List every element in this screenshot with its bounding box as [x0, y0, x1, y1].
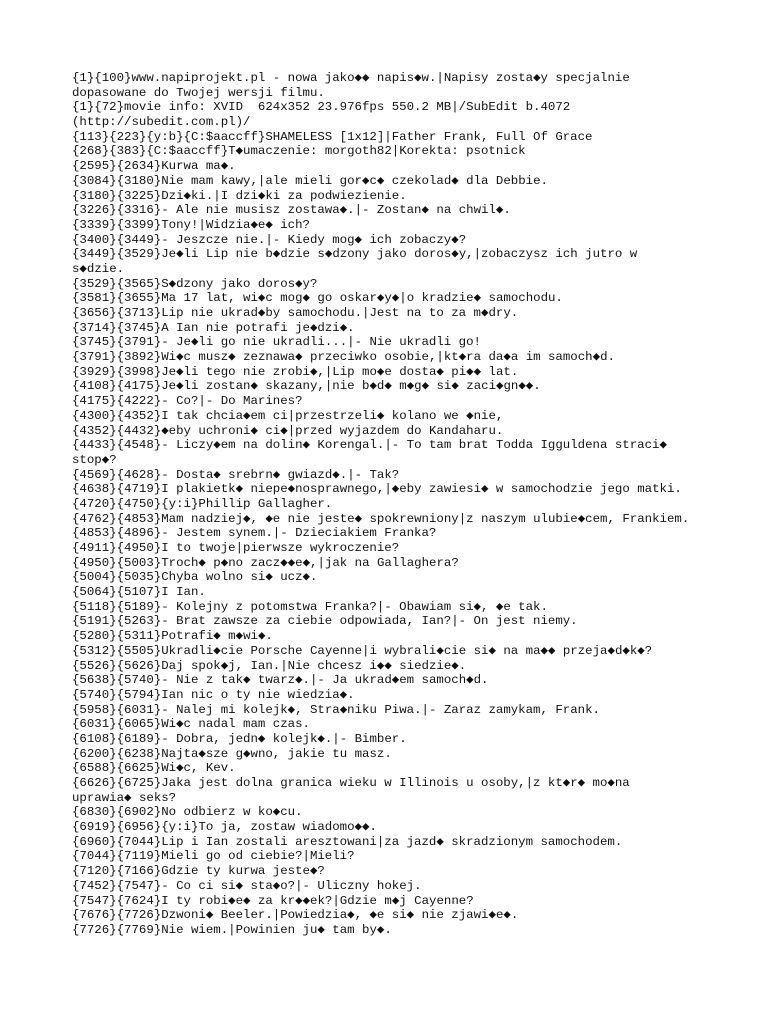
text-line: {5191}{5263}- Brat zawsze za ciebie odpowiada, Ian?|- On jest niemy.: [72, 614, 578, 629]
text-line: {6830}{6902}No odbierz w ko◆cu.: [72, 805, 303, 820]
text-line: {4853}{4896}- Jestem synem.|- Dzieciakiem Franka?: [72, 526, 437, 541]
text-line: stop◆?: [72, 452, 117, 467]
text-line: {4352}{4432}◆eby uchroni◆ ci◆|przed wyjazdem do Kandaharu.: [72, 423, 504, 438]
text-line: {3714}{3745}A Ian nie potrafi je◆dzi◆.: [72, 320, 355, 335]
text-line: {5638}{5740}- Nie z tak◆ twarz◆.|- Ja ukrad◆em samoch◆d.: [72, 673, 489, 688]
text-line: {6626}{6725}Jaka jest dolna granica wieku w Illinois u osoby,|z kt◆r◆ mo◆na: [72, 776, 630, 790]
text-line: {1}{72}movie info: XVID 624x352 23.976fps 550.2 MB|/SubEdit b.4072: [72, 100, 571, 115]
text-line: {6588}{6625}Wi◆c, Kev.: [72, 761, 236, 776]
text-line: {5958}{6031}- Nalej mi kolejk◆, Stra◆niku Piwa.|- Zaraz zamykam, Frank.: [72, 702, 600, 717]
text-line: {7547}{7624}I ty robi◆e◆ za kr◆◆ek?|Gdzie m◆j Cayenne?: [72, 893, 474, 908]
text-line: {268}{383}{C:$aaccff}T◆umaczenie: morgoth82|Korekta: psotnick: [72, 144, 526, 159]
text-line: uprawia◆ seks?: [72, 790, 177, 805]
text-line: {1}{100}www.napiprojekt.pl - nowa jako◆◆ napis◆w.|Napisy zosta◆y specjalnie: [72, 71, 630, 85]
text-line: {5280}{5311}Potrafi◆ m◆wi◆.: [72, 629, 273, 644]
text-line: {3449}{3529}Je◆li Lip nie b◆dzie s◆dzony jako doros◆y,|zobaczysz ich jutro w: [72, 247, 638, 262]
text-line: {6108}{6189}- Dobra, jedn◆ kolejk◆.|- Bimber.: [72, 731, 407, 746]
text-line: {3180}{3225}Dzi◆ki.|I dzi◆ki za podwiezienie.: [72, 188, 407, 203]
text-line: {3581}{3655}Ma 17 lat, wi◆c mog◆ go oskar◆y◆|o kradzie◆ samochodu.: [72, 291, 563, 306]
text-line: {4108}{4175}Je◆li zostan◆ skazany,|nie b◆d◆ m◆g◆ si◆ zaci◆gn◆◆.: [72, 379, 541, 394]
text-line: {6031}{6065}Wi◆c nadal mam czas.: [72, 717, 310, 732]
text-line: {7120}{7166}Gdzie ty kurwa jeste◆?: [72, 864, 325, 879]
text-line: {7676}{7726}Dzwoni◆ Beeler.|Powiedzia◆, ◆e si◆ nie zjawi◆e◆.: [72, 908, 519, 923]
text-line: {6919}{6956}{y:i}To ja, zostaw wiadomo◆◆.: [72, 820, 377, 835]
text-line: {3791}{3892}Wi◆c musz◆ zeznawa◆ przeciwko osobie,|kt◆ra da◆a im samoch◆d.: [72, 350, 615, 365]
text-line: {5118}{5189}- Kolejny z potomstwa Franka?|- Obawiam si◆, ◆e tak.: [72, 599, 548, 614]
text-line: {113}{223}{y:b}{C:$aaccff}SHAMELESS [1x12]|Father Frank, Full Of Grace: [72, 129, 593, 144]
text-line: {6960}{7044}Lip i Ian zostali aresztowani|za jazd◆ skradzionym samochodem.: [72, 834, 623, 849]
text-line: {4762}{4853}Mam nadziej◆, ◆e nie jeste◆ spokrewniony|z naszym ulubie◆cem, Frankiem.: [72, 511, 690, 526]
text-line: {5312}{5505}Ukradli◆cie Porsche Cayenne|i wybrali◆cie si◆ na ma◆◆ przeja◆d◆k◆?: [72, 643, 653, 658]
text-line: {3656}{3713}Lip nie ukrad◆by samochodu.|Jest na to za m◆dry.: [72, 306, 519, 320]
text-line: {3929}{3998}Je◆li tego nie zrobi◆,|Lip mo◆e dosta◆ pi◆◆ lat.: [72, 364, 519, 379]
text-line: {3400}{3449}- Jeszcze nie.|- Kiedy mog◆ ich zobaczy◆?: [72, 232, 467, 247]
text-line: {4638}{4719}I plakietk◆ niepe◆nosprawnego,|◆eby zawiesi◆ w samochodzie jego matki.: [72, 482, 682, 497]
text-line: {3529}{3565}S◆dzony jako doros◆y?: [72, 276, 318, 291]
text-line: {3226}{3316}- Ale nie musisz zostawa◆.|- Zostan◆ na chwil◆.: [72, 203, 511, 218]
text-line: {5740}{5794}Ian nic o ty nie wiedzia◆.: [72, 687, 355, 702]
text-line: {5526}{5626}Daj spok◆j, Ian.|Nie chcesz i◆◆ siedzie◆.: [72, 658, 467, 673]
text-line: {3745}{3791}- Je◆li go nie ukradli...|- Nie ukradli go!: [72, 335, 481, 350]
text-line: {6200}{6238}Najta◆sze g◆wno, jakie tu masz.: [72, 746, 392, 761]
text-line: {7044}{7119}Mieli go od ciebie?|Mieli?: [72, 849, 355, 864]
text-line: {4569}{4628}- Dosta◆ srebrn◆ gwiazd◆.|- Tak?: [72, 467, 400, 482]
text-line: {7452}{7547}- Co ci si◆ sta◆o?|- Uliczny hokej.: [72, 878, 422, 893]
text-line: {7726}{7769}Nie wiem.|Powinien ju◆ tam by◆.: [72, 922, 392, 937]
text-line: {3084}{3180}Nie mam kawy,|ale mieli gor◆c◆ czekolad◆ dla Debbie.: [72, 173, 548, 188]
text-line: dopasowane do Twojej wersji filmu.: [72, 85, 325, 100]
text-line: {4433}{4548}- Liczy◆em na dolin◆ Korengal.|- To tam brat Todda Igguldena straci◆: [72, 438, 667, 453]
text-line: {4300}{4352}I tak chcia◆em ci|przestrzeli◆ kolano we ◆nie,: [72, 408, 504, 423]
text-line: {5064}{5107}I Ian.: [72, 585, 206, 600]
text-line: {4950}{5003}Troch◆ p◆no zacz◆◆e◆,|jak na Gallaghera?: [72, 555, 459, 570]
text-line: {4720}{4750}{y:i}Phillip Gallagher.: [72, 496, 333, 511]
text-line: {2595}{2634}Kurwa ma◆.: [72, 159, 236, 174]
text-line: {4911}{4950}I to twoje|pierwsze wykroczenie?: [72, 541, 400, 555]
text-line: {5004}{5035}Chyba wolno si◆ ucz◆.: [72, 570, 318, 585]
text-line: (http://subedit.com.pl)/: [72, 115, 251, 130]
subtitle-file-text: [72, 71, 712, 938]
text-line: {3339}{3399}Tony!|Widzia◆e◆ ich?: [72, 217, 310, 232]
text-line: {4175}{4222}- Co?|- Do Marines?: [72, 394, 303, 409]
text-line: s◆dzie.: [72, 261, 125, 276]
